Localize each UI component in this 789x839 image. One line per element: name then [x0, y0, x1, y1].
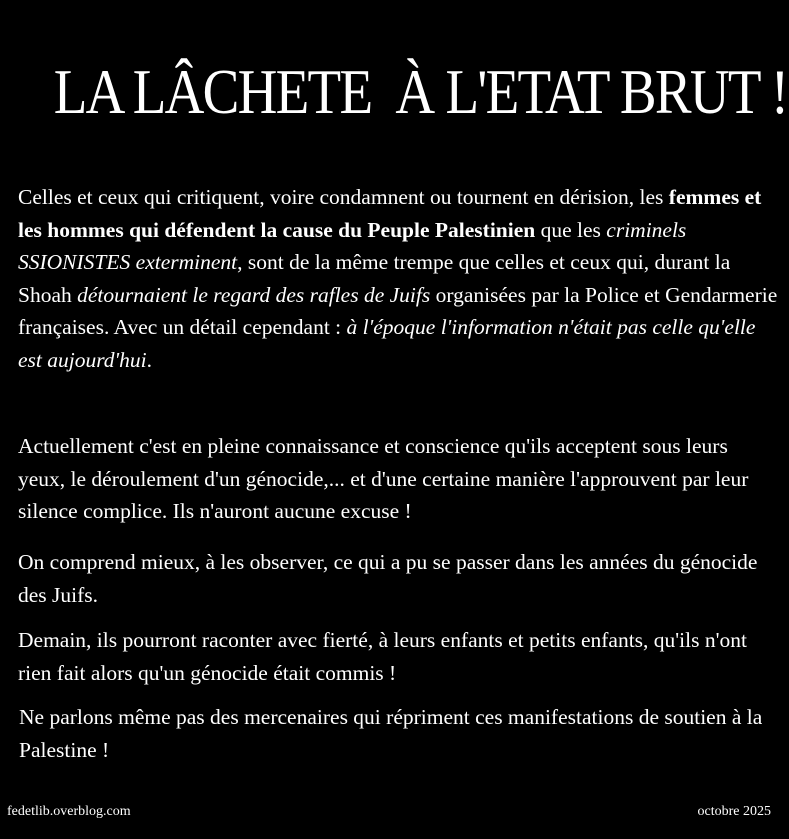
- paragraph-1-italic-phrase-3: à l'époque l'information n'était pas celle qu'elle est aujourd'hui: [18, 315, 756, 372]
- paragraph-1-text-d: organisées par la Police et Gendarmerie françaises. Avec un détail cependant :: [18, 282, 778, 339]
- paragraph-2: Actuellement c'est en pleine connaissance et conscience qu'ils acceptent sous leurs yeux, le déroulement d'un génocide,... et d'une certaine manière l'approuvent par leur silence complice. Ils n'auront aucune excuse !: [18, 434, 749, 523]
- paragraph-1-text-a: Celles et ceux qui critiquent, voire condamnent ou tournent en dérision, les: [18, 185, 669, 209]
- paragraph-3: On comprend mieux, à les observer, ce qui a pu se passer dans les années du génocide des Juifs.: [18, 550, 758, 607]
- paragraph-1-italic-phrase-1: criminels SSIONISTES exterminent: [18, 217, 687, 274]
- paragraph-1-text-b: que les: [535, 217, 607, 242]
- page-title: LA LÂCHETE À L'ETAT BRUT !: [53, 56, 788, 127]
- paragraph-4: Demain, ils pourront raconter avec fierté, à leurs enfants et petits enfants, qu'ils n'ont rien fait alors qu'un génocide était commis !: [18, 628, 747, 685]
- paragraph-1-text-c: , sont de la même trempe que celles et ceux qui, durant la Shoah: [18, 250, 731, 307]
- paragraph-1: [18, 181, 780, 376]
- paragraph-1-bold-phrase: femmes et les hommes qui défendent la cause du Peuple Palestinien: [18, 185, 762, 242]
- footer-date: octobre 2025: [697, 804, 771, 819]
- paragraph-1-text-e: .: [146, 347, 152, 372]
- paragraph-1-italic-phrase-2: détournaient le regard des rafles de Juifs: [77, 282, 431, 307]
- paragraph-5: Ne parlons même pas des mercenaires qui répriment ces manifestations de soutien à la Palestine !: [19, 705, 763, 762]
- footer-source: fedetlib.overblog.com: [7, 804, 131, 819]
